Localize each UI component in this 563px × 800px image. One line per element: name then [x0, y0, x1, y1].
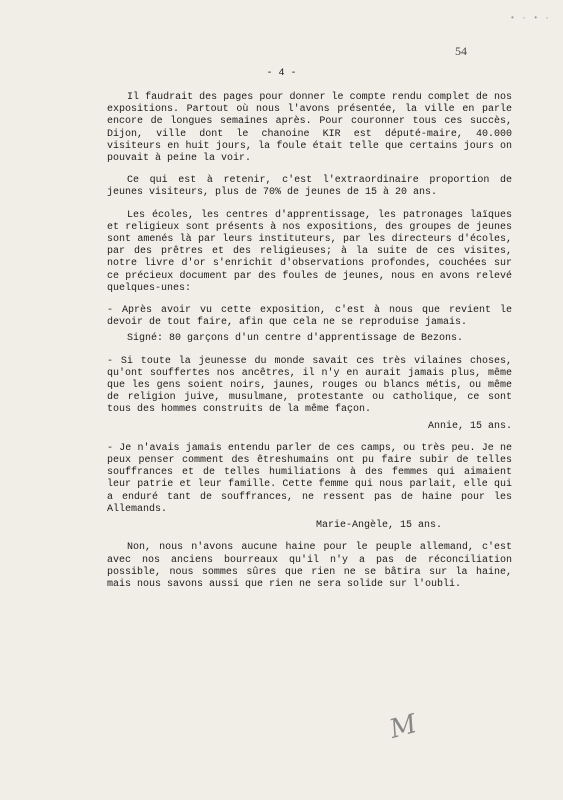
body-text [107, 92, 512, 601]
page-header: - 4 - [266, 68, 297, 79]
quote-1: - Après avoir vu cette exposition, c'est à nous que revient le devoir de tout faire, afin que cela ne se reproduise jamais. [107, 305, 512, 329]
paragraph-1: Il faudrait des pages pour donner le compte rendu complet de nos expositions. Partout où nous l'avons présentée, la ville en parle encore de longues semaines après. Pour couronner tous ces succès, Dijon, ville dont le chanoine KIR est député-maire, 40.000 visiteurs en huit jours, la foule était telle que certains jours on pouvait à peine la voir. [107, 92, 512, 165]
handwritten-initials: M [386, 709, 421, 745]
closing-paragraph: Non, nous n'avons aucune haine pour le peuple allemand, c'est avec nos anciens bourreaux qu'il n'y a pas de réconciliation possible, nous sommes sûres que rien ne se bâtira sur la haine, mais nous savons aussi que rien ne sera solide sur l'oubli. [107, 542, 512, 590]
paragraph-2: Ce qui est à retenir, c'est l'extraordinaire proportion de jeunes visiteurs, plus de 70% de jeunes de 15 à 20 ans. [107, 175, 512, 199]
quote-1-signature: Signé: 80 garçons d'un centre d'apprentissage de Bezons. [127, 333, 464, 345]
quote-2: - Si toute la jeunesse du monde savait ces très vilaines choses, qu'ont souffertes nos ancêtres, il n'y en aurait jamais plus, même que les gens soient noirs, jaunes, rouges ou blancs métis, ou même de religion juive, musulmane, protestante ou catholique, ce sont tous des hommes construits de la même façon. [107, 355, 512, 416]
page-number: 54 [455, 44, 467, 58]
margin-mark: • · • · [510, 14, 551, 23]
paragraph-3: Les écoles, les centres d'apprentissage, les patronages laïques et religieux sont présents à nos expositions, des groupes de jeunes sont amenés là par leurs instituteurs, par les directeurs d'écoles, par des prêtres et des religieuses; à la suite de ces visites, notre livre d'or s'enrichit d'observations profondes, couchées sur ce précieux document par des foules de jeunes, nous en avons relevé quelques-unes: [107, 209, 512, 294]
quote-3-signature: Marie-Angèle, 15 ans. [315, 520, 442, 532]
quote-2-signature: Annie, 15 ans. [427, 420, 512, 432]
quote-3: - Je n'avais jamais entendu parler de ces camps, ou très peu. Je ne peux penser comment des êtreshumains ont pu faire subir de telles souffrances et de telles humiliations à des femmes qui aimaient leur patrie et leur famille. Cette femme qui nous parlait, elle qui a enduré tant de souffrances, ne ressent pas de haine pour les Allemands. [107, 442, 512, 515]
